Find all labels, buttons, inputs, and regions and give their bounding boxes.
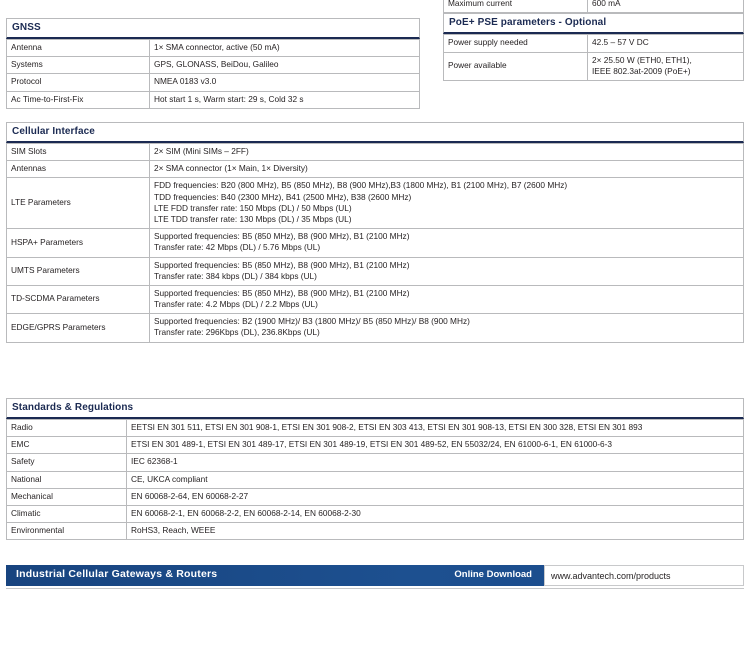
row-key: Environmental — [7, 523, 127, 540]
row-key: Ac Time-to-First-Fix — [7, 91, 150, 108]
row-value: Supported frequencies: B5 (850 MHz), B8 (900 MHz), B1 (2100 MHz) Transfer rate: 42 Mbps (DL) / 5.76 Mbps (UL) — [150, 229, 744, 257]
row-value: Supported frequencies: B5 (850 MHz), B8 (900 MHz), B1 (2100 MHz) Transfer rate: 4.2 Mbps (DL) / 2.2 Mbps (UL) — [150, 285, 744, 313]
row-value: ETSI EN 301 489-1, ETSI EN 301 489-17, ETSI EN 301 489-19, ETSI EN 301 489-52, EN 55032/24, EN 61000-6-1, EN 61000-6-3 — [127, 437, 744, 454]
row-value: Hot start 1 s, Warm start: 29 s, Cold 32 s — [150, 91, 420, 108]
row-value: 1× SMA connector, active (50 mA) — [150, 40, 420, 57]
table-row — [7, 285, 744, 313]
row-value: CE, UKCA compliant — [127, 471, 744, 488]
cellular-section-title: Cellular Interface — [6, 122, 744, 143]
row-value: 2× 25.50 W (ETH0, ETH1), IEEE 802.3at-2009 (PoE+) — [588, 52, 744, 80]
row-value: 42.5 – 57 V DC — [588, 35, 744, 52]
standards-section-title: Standards & Regulations — [6, 398, 744, 419]
row-key: Antennas — [7, 161, 150, 178]
row-key: Power available — [444, 52, 588, 80]
table-row — [444, 52, 744, 80]
table-row — [7, 40, 420, 57]
row-value: Supported frequencies: B5 (850 MHz), B8 (900 MHz), B1 (2100 MHz) Transfer rate: 384 kbps (DL) / 384 kbps (UL) — [150, 257, 744, 285]
table-row — [7, 144, 744, 161]
row-value: 2× SIM (Mini SIMs – 2FF) — [150, 144, 744, 161]
row-value: NMEA 0183 v3.0 — [150, 74, 420, 91]
row-value: 2× SMA connector (1× Main, 1× Diversity) — [150, 161, 744, 178]
cellular-table — [6, 143, 744, 343]
row-value: FDD frequencies: B20 (800 MHz), B5 (850 MHz), B8 (900 MHz),B3 (1800 MHz), B1 (2100 MHz), B7 (2600 MHz) TDD frequencies: B40 (2300 MHz), B41 (2500 MHz), B38 (2600 MHz) LTE FDD transfer rate: 150 Mbps (DL) / 50 Mbps (UL) LTE TDD transfer rate: 130 Mbps (DL) / 35 Mbps (UL) — [150, 178, 744, 229]
row-value: EN 60068-2-64, EN 60068-2-27 — [127, 488, 744, 505]
row-value: GPS, GLONASS, BeiDou, Galileo — [150, 57, 420, 74]
standards-table — [6, 419, 744, 540]
gnss-section-title: GNSS — [6, 18, 420, 39]
footer-divider — [6, 588, 744, 589]
row-key: Mechanical — [7, 488, 127, 505]
row-key: Safety — [7, 454, 127, 471]
row-value: Supported frequencies: B2 (1900 MHz)/ B3 (1800 MHz)/ B5 (850 MHz)/ B8 (900 MHz) Transfer rate: 296Kbps (DL), 236.8Kbps (UL) — [150, 314, 744, 342]
poe-table — [443, 34, 744, 81]
row-key: Power supply needed — [444, 35, 588, 52]
row-key: Antenna — [7, 40, 150, 57]
row-key: TD-SCDMA Parameters — [7, 285, 150, 313]
gnss-table — [6, 39, 420, 109]
table-row — [7, 505, 744, 522]
table-row — [7, 161, 744, 178]
table-row — [7, 229, 744, 257]
row-key: EDGE/GPRS Parameters — [7, 314, 150, 342]
table-row — [7, 454, 744, 471]
table-row — [7, 420, 744, 437]
gnss-block — [6, 18, 420, 109]
footer-url[interactable]: www.advantech.com/products — [544, 565, 744, 586]
power-table — [443, 0, 744, 13]
standards-regulations-block — [6, 398, 744, 540]
row-key: HSPA+ Parameters — [7, 229, 150, 257]
row-value: 600 mA — [588, 0, 744, 13]
row-key: National — [7, 471, 127, 488]
row-key: LTE Parameters — [7, 178, 150, 229]
row-key: Climatic — [7, 505, 127, 522]
poe-section-title: PoE+ PSE parameters - Optional — [443, 13, 744, 34]
table-row — [444, 35, 744, 52]
row-value: EETSI EN 301 511, ETSI EN 301 908-1, ETSI EN 301 908-2, ETSI EN 303 413, ETSI EN 301 908-13, ETSI EN 300 328, ETSI EN 301 893 — [127, 420, 744, 437]
row-value: IEC 62368-1 — [127, 454, 744, 471]
table-row — [7, 523, 744, 540]
table-row — [7, 178, 744, 229]
row-key: UMTS Parameters — [7, 257, 150, 285]
table-row — [7, 57, 420, 74]
row-value: RoHS3, Reach, WEEE — [127, 523, 744, 540]
row-key: Systems — [7, 57, 150, 74]
table-row — [7, 314, 744, 342]
table-row — [7, 471, 744, 488]
row-key: Radio — [7, 420, 127, 437]
table-row — [7, 437, 744, 454]
table-row — [7, 74, 420, 91]
row-key: SIM Slots — [7, 144, 150, 161]
power-parameters-block — [443, 0, 744, 81]
row-key: Maximum current — [444, 0, 588, 13]
cellular-interface-block — [6, 122, 744, 343]
page-footer — [0, 565, 750, 591]
row-key: EMC — [7, 437, 127, 454]
table-row — [7, 257, 744, 285]
row-key: Protocol — [7, 74, 150, 91]
footer-title: Industrial Cellular Gateways & Routers — [16, 568, 218, 580]
table-row — [7, 91, 420, 108]
table-row — [7, 488, 744, 505]
footer-download-label: Online Download — [454, 569, 532, 580]
row-value: EN 60068-2-1, EN 60068-2-2, EN 60068-2-14, EN 60068-2-30 — [127, 505, 744, 522]
table-row — [444, 0, 744, 13]
